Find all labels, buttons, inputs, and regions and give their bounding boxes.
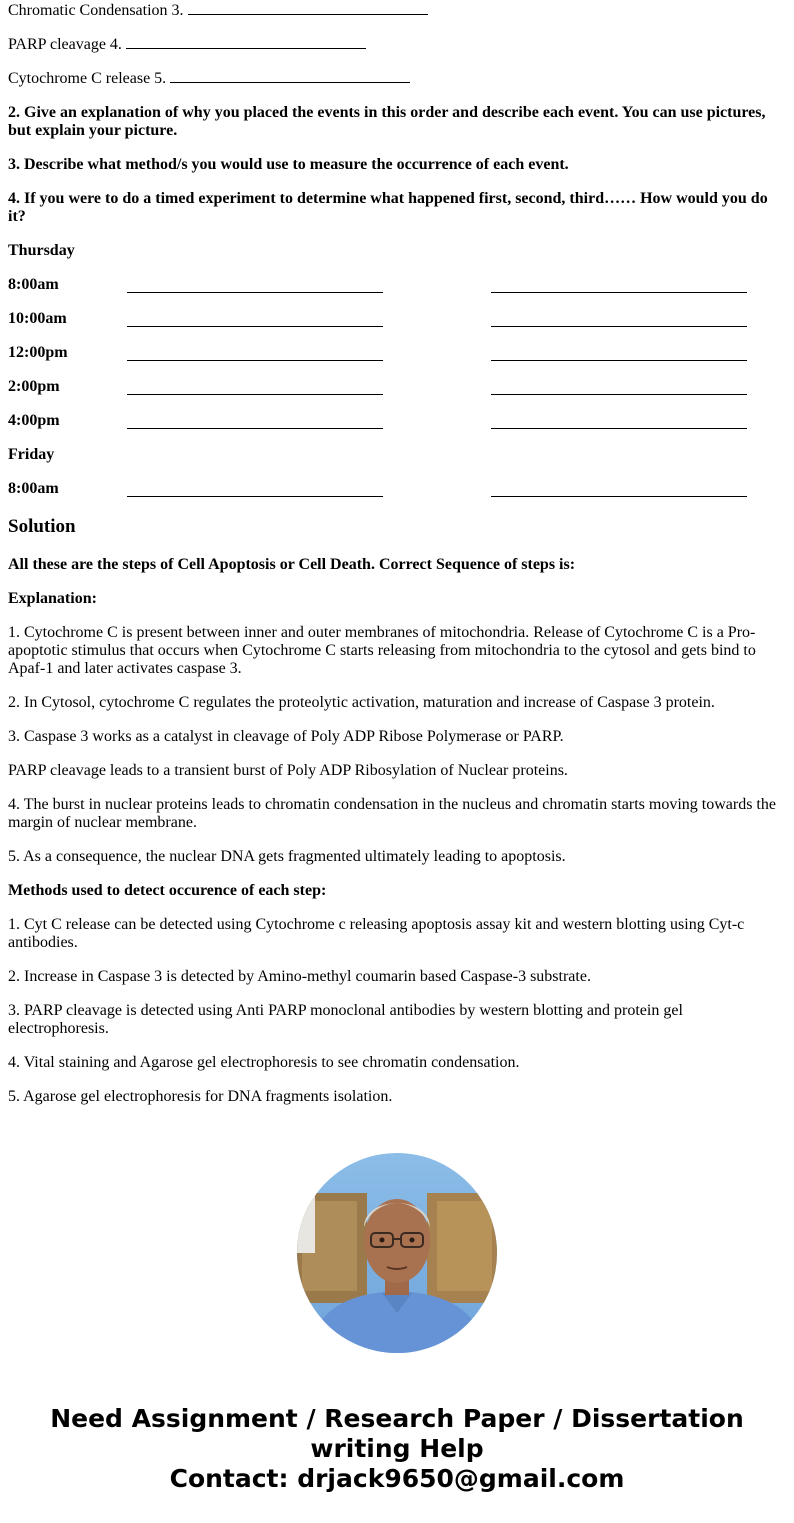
promo-footer bbox=[0, 1404, 794, 1494]
question-3: 3. Describe what method/s you would use to measure the occurrence of each event. bbox=[8, 156, 569, 173]
schedule-row bbox=[8, 378, 786, 396]
schedule-row bbox=[8, 344, 786, 362]
schedule-blank-left[interactable] bbox=[127, 316, 383, 327]
explanation-heading: Explanation: bbox=[8, 590, 97, 607]
author-avatar bbox=[297, 1153, 497, 1353]
order-item-4 bbox=[8, 36, 786, 54]
contact-email[interactable]: Contact: drjack9650@gmail.com bbox=[169, 1464, 625, 1493]
schedule-time: 2:00pm bbox=[8, 378, 60, 395]
schedule-day-thursday: Thursday bbox=[8, 242, 75, 259]
schedule-time: 12:00pm bbox=[8, 344, 68, 361]
schedule-day-friday: Friday bbox=[8, 446, 55, 463]
document-content bbox=[0, 2, 794, 1106]
schedule-blank-left[interactable] bbox=[127, 418, 383, 429]
schedule-row bbox=[8, 480, 786, 498]
explanation-paragraph: 2. In Cytosol, cytochrome C regulates the proteolytic activation, maturation and increase of Caspase 3 protein. bbox=[8, 694, 715, 711]
schedule-row bbox=[8, 412, 786, 430]
method-paragraph: 3. PARP cleavage is detected using Anti PARP monoclonal antibodies by western blotting and protein gel electrophoresis. bbox=[8, 1002, 683, 1037]
schedule-row bbox=[8, 310, 786, 328]
schedule-blank-left[interactable] bbox=[127, 384, 383, 395]
schedule-blank-right[interactable] bbox=[491, 316, 747, 327]
explanation-paragraph: 3. Caspase 3 works as a catalyst in cleavage of Poly ADP Ribose Polymerase or PARP. bbox=[8, 728, 564, 745]
order-item-4-label: PARP cleavage 4. bbox=[8, 36, 122, 53]
question-4: 4. If you were to do a timed experiment to determine what happened first, second, third…… How would you do it? bbox=[8, 190, 768, 225]
explanation-paragraph: 5. As a consequence, the nuclear DNA gets fragmented ultimately leading to apoptosis. bbox=[8, 848, 566, 865]
order-item-5 bbox=[8, 70, 786, 88]
methods-heading: Methods used to detect occurence of each step: bbox=[8, 882, 327, 899]
order-item-3 bbox=[8, 2, 786, 20]
answer-blank[interactable] bbox=[188, 4, 428, 15]
solution-intro: All these are the steps of Cell Apoptosis or Cell Death. Correct Sequence of steps is: bbox=[8, 556, 576, 573]
order-item-3-label: Chromatic Condensation 3. bbox=[8, 2, 184, 19]
promo-line-1: Need Assignment / Research Paper / Dissertation bbox=[50, 1404, 744, 1433]
schedule-blank-right[interactable] bbox=[491, 350, 747, 361]
method-paragraph: 2. Increase in Caspase 3 is detected by Amino-methyl coumarin based Caspase-3 substrate. bbox=[8, 968, 591, 985]
schedule-blank-left[interactable] bbox=[127, 350, 383, 361]
schedule-blank-left[interactable] bbox=[127, 486, 383, 497]
schedule-blank-right[interactable] bbox=[491, 486, 747, 497]
method-paragraph: 5. Agarose gel electrophoresis for DNA fragments isolation. bbox=[8, 1088, 393, 1105]
schedule-row bbox=[8, 276, 786, 294]
schedule-blank-right[interactable] bbox=[491, 384, 747, 395]
schedule-time: 10:00am bbox=[8, 310, 67, 327]
explanation-paragraph: 4. The burst in nuclear proteins leads to chromatin condensation in the nucleus and chromatin starts moving towards the margin of nuclear membrane. bbox=[8, 796, 776, 831]
promo-line-2: writing Help bbox=[310, 1434, 484, 1463]
method-paragraph: 1. Cyt C release can be detected using Cytochrome c releasing apoptosis assay kit and western blotting using Cyt-c antibodies. bbox=[8, 916, 745, 951]
question-2: 2. Give an explanation of why you placed the events in this order and describe each event. You can use pictures, but explain your picture. bbox=[8, 104, 766, 139]
method-paragraph: 4. Vital staining and Agarose gel electrophoresis to see chromatin condensation. bbox=[8, 1054, 520, 1071]
schedule-blank-right[interactable] bbox=[491, 418, 747, 429]
schedule-blank-right[interactable] bbox=[491, 282, 747, 293]
explanation-paragraph: 1. Cytochrome C is present between inner and outer membranes of mitochondria. Release of Cytochrome C is a Pro-apoptotic stimulus that occurs when Cytochrome C starts releasing from mitochondria to the cytosol and gets bind to Apaf-1 and later activates caspase 3. bbox=[8, 624, 756, 677]
schedule-time: 8:00am bbox=[8, 480, 59, 497]
person-portrait-icon bbox=[297, 1153, 497, 1353]
solution-heading: Solution bbox=[8, 516, 76, 537]
explanation-paragraph: PARP cleavage leads to a transient burst of Poly ADP Ribosylation of Nuclear proteins. bbox=[8, 762, 568, 779]
schedule-time: 8:00am bbox=[8, 276, 59, 293]
order-item-5-label: Cytochrome C release 5. bbox=[8, 70, 167, 87]
schedule-blank-left[interactable] bbox=[127, 282, 383, 293]
schedule-time: 4:00pm bbox=[8, 412, 60, 429]
answer-blank[interactable] bbox=[126, 38, 366, 49]
answer-blank[interactable] bbox=[170, 72, 410, 83]
